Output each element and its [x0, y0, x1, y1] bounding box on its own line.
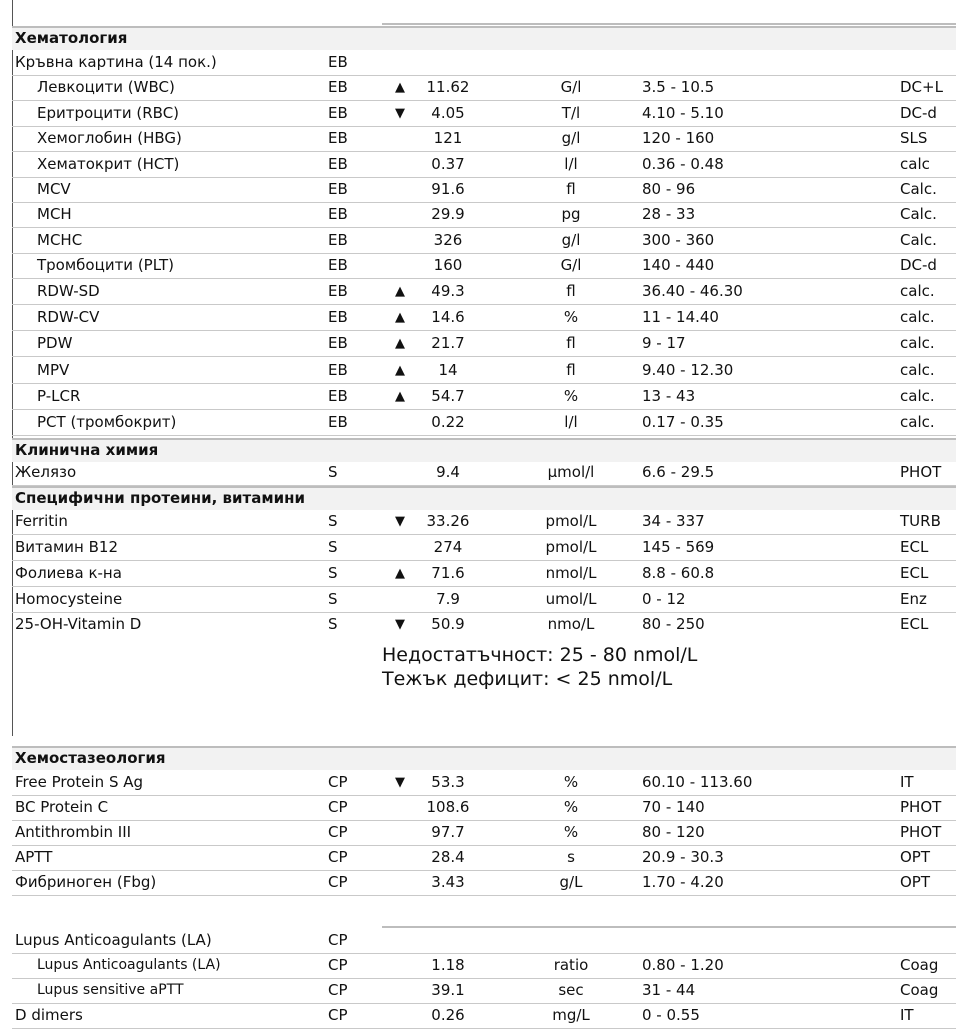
result-value: 0.37	[431, 155, 465, 173]
reference-range: 0 - 0.55	[642, 1006, 700, 1024]
reference-range: 3.5 - 10.5	[642, 78, 715, 96]
result-value: 29.9	[431, 205, 465, 223]
test-name: D dimers	[15, 1006, 83, 1024]
test-name: Antithrombin III	[15, 823, 132, 841]
test-method: calc.	[900, 387, 935, 405]
sample-material: CP	[328, 773, 348, 791]
reference-range: 13 - 43	[642, 387, 696, 405]
sample-material: EB	[328, 361, 348, 379]
test-method: PHOT	[900, 463, 942, 481]
result-value: 49.3	[431, 282, 465, 300]
result-row	[12, 953, 956, 979]
test-method: calc.	[900, 413, 935, 431]
result-unit: T/l	[561, 104, 581, 122]
result-unit: fl	[566, 334, 576, 352]
result-value: 9.4	[436, 463, 460, 481]
result-unit: G/l	[560, 256, 582, 274]
sample-material: EB	[328, 104, 348, 122]
result-row	[12, 202, 956, 228]
sample-material: EB	[328, 205, 348, 223]
result-value: 326	[433, 231, 463, 249]
test-method: calc.	[900, 308, 935, 326]
sample-material: EB	[328, 387, 348, 405]
result-unit: fl	[566, 180, 576, 198]
arrow-up-icon: ▲	[395, 284, 405, 299]
result-row	[12, 535, 956, 561]
reference-range: 0 - 12	[642, 590, 686, 608]
result-unit: pmol/L	[545, 538, 597, 556]
test-name: MPV	[37, 361, 70, 379]
result-unit: ratio	[553, 956, 589, 974]
section-header: Хемостазеология	[12, 746, 956, 770]
result-row	[12, 978, 956, 1004]
result-unit: g/l	[561, 129, 581, 147]
test-name: Еритроцити (RBC)	[37, 104, 180, 122]
result-row	[12, 795, 956, 821]
result-unit: g/L	[559, 873, 583, 891]
result-value: 91.6	[431, 180, 465, 198]
result-value: 108.6	[426, 798, 470, 816]
result-row	[12, 928, 956, 954]
test-method: ECL	[900, 538, 929, 556]
result-row	[12, 509, 956, 535]
sample-material: EB	[328, 129, 348, 147]
reference-range: 145 - 569	[642, 538, 715, 556]
test-method: calc.	[900, 334, 935, 352]
section-header: Специфични протеини, витамини	[12, 486, 956, 510]
reference-range: 300 - 360	[642, 231, 715, 249]
result-row	[12, 587, 956, 613]
test-name: Желязо	[15, 463, 77, 481]
test-method: Coag	[900, 956, 939, 974]
arrow-up-icon: ▲	[395, 336, 405, 351]
sample-material: S	[328, 463, 338, 481]
test-name: Ferritin	[15, 512, 68, 530]
top-divider	[382, 23, 956, 25]
test-method: ECL	[900, 615, 929, 633]
result-value: 4.05	[431, 104, 465, 122]
test-name: MCHC	[37, 231, 83, 249]
reference-range: 60.10 - 113.60	[642, 773, 753, 791]
test-method: DC-d	[900, 256, 937, 274]
test-method: DC-d	[900, 104, 937, 122]
reference-range: 0.80 - 1.20	[642, 956, 724, 974]
test-method: Enz	[900, 590, 927, 608]
test-name: BC Protein C	[15, 798, 109, 816]
test-name: Хематокрит (HCT)	[37, 155, 180, 173]
section-header: Хематология	[12, 26, 956, 50]
result-value: 14	[438, 361, 458, 379]
result-unit: sec	[558, 981, 584, 999]
test-name: Free Protein S Ag	[15, 773, 144, 791]
result-value: 160	[433, 256, 463, 274]
result-unit: fl	[566, 361, 576, 379]
reference-range: 36.40 - 46.30	[642, 282, 743, 300]
result-unit: l/l	[564, 413, 578, 431]
result-row	[12, 561, 956, 587]
result-row	[12, 50, 956, 76]
reference-range: 80 - 96	[642, 180, 696, 198]
reference-range: 1.70 - 4.20	[642, 873, 724, 891]
sample-material: EB	[328, 78, 348, 96]
test-name: MCV	[37, 180, 71, 198]
result-unit: nmol/L	[545, 564, 597, 582]
result-row	[12, 410, 956, 436]
result-unit: s	[567, 848, 575, 866]
result-row	[12, 177, 956, 203]
result-value: 121	[433, 129, 463, 147]
result-value: 0.22	[431, 413, 465, 431]
result-row	[12, 820, 956, 846]
reference-range: 34 - 337	[642, 512, 705, 530]
sample-material: CP	[328, 798, 348, 816]
result-value: 274	[433, 538, 463, 556]
arrow-down-icon: ▼	[395, 106, 405, 121]
test-method: Calc.	[900, 231, 937, 249]
result-row	[12, 845, 956, 871]
result-row	[12, 612, 956, 638]
test-name: Lupus Anticoagulants (LA)	[37, 957, 221, 973]
result-row	[12, 770, 956, 796]
sample-material: EB	[328, 155, 348, 173]
result-row	[12, 253, 956, 279]
arrow-up-icon: ▲	[395, 310, 405, 325]
test-method: calc.	[900, 282, 935, 300]
sample-material: EB	[328, 180, 348, 198]
result-value: 97.7	[431, 823, 465, 841]
reference-range: 70 - 140	[642, 798, 705, 816]
test-name: Фолиева к-на	[15, 564, 122, 582]
result-unit: g/l	[561, 231, 581, 249]
test-name: Тромбоцити (PLT)	[37, 256, 175, 274]
reference-range: 9.40 - 12.30	[642, 361, 734, 379]
arrow-up-icon: ▲	[395, 363, 405, 378]
reference-range: 6.6 - 29.5	[642, 463, 715, 481]
result-unit: %	[563, 823, 579, 841]
test-method: calc.	[900, 361, 935, 379]
result-value: 50.9	[431, 615, 465, 633]
result-row	[12, 152, 956, 178]
sample-material: EB	[328, 282, 348, 300]
result-row	[12, 384, 956, 410]
test-method: PHOT	[900, 798, 942, 816]
reference-range: 120 - 160	[642, 129, 715, 147]
result-unit: umol/L	[545, 590, 597, 608]
test-name: 25-OH-Vitamin D	[15, 615, 142, 633]
result-row	[12, 126, 956, 152]
sample-material: EB	[328, 308, 348, 326]
result-unit: nmo/L	[547, 615, 595, 633]
sample-material: CP	[328, 956, 348, 974]
result-unit: mg/L	[552, 1006, 590, 1024]
reference-range: 31 - 44	[642, 981, 696, 999]
test-name: Хемоглобин (HBG)	[37, 129, 182, 147]
test-method: OPT	[900, 873, 931, 891]
result-value: 54.7	[431, 387, 465, 405]
result-row	[12, 331, 956, 357]
result-row	[12, 75, 956, 101]
test-method: TURB	[900, 512, 941, 530]
sample-material: EB	[328, 256, 348, 274]
result-value: 28.4	[431, 848, 465, 866]
arrow-down-icon: ▼	[395, 514, 405, 529]
result-value: 71.6	[431, 564, 465, 582]
test-method: Calc.	[900, 205, 937, 223]
test-method: ECL	[900, 564, 929, 582]
test-name: RDW-SD	[37, 282, 100, 300]
arrow-down-icon: ▼	[395, 617, 405, 632]
arrow-up-icon: ▲	[395, 566, 405, 581]
result-row	[12, 279, 956, 305]
sample-material: EB	[328, 334, 348, 352]
result-value: 33.26	[426, 512, 470, 530]
test-name: Кръвна картина (14 пок.)	[15, 53, 217, 71]
test-name: Lupus Anticoagulants (LA)	[15, 931, 212, 949]
result-unit: fl	[566, 282, 576, 300]
result-value: 39.1	[431, 981, 465, 999]
reference-range: 0.17 - 0.35	[642, 413, 724, 431]
result-value: 3.43	[431, 873, 465, 891]
result-row	[12, 305, 956, 331]
result-unit: G/l	[560, 78, 582, 96]
test-method: Coag	[900, 981, 939, 999]
arrow-up-icon: ▲	[395, 389, 405, 404]
interpretation-note: Тежък дефицит: < 25 nmol/L	[382, 668, 673, 690]
sample-material: S	[328, 564, 338, 582]
test-method: IT	[900, 1006, 914, 1024]
sample-material: S	[328, 538, 338, 556]
arrow-down-icon: ▼	[395, 775, 405, 790]
reference-range: 11 - 14.40	[642, 308, 719, 326]
result-row	[12, 460, 956, 486]
result-unit: %	[563, 308, 579, 326]
test-name: Фибриноген (Fbg)	[15, 873, 157, 891]
sample-material: S	[328, 590, 338, 608]
test-name: Витамин B12	[15, 538, 118, 556]
reference-range: 4.10 - 5.10	[642, 104, 724, 122]
sample-material: CP	[328, 848, 348, 866]
test-method: PHOT	[900, 823, 942, 841]
test-name: Левкоцити (WBC)	[37, 78, 175, 96]
test-method: OPT	[900, 848, 931, 866]
test-name: MCH	[37, 205, 72, 223]
test-method: SLS	[900, 129, 928, 147]
result-row	[12, 1003, 956, 1029]
result-value: 11.62	[426, 78, 470, 96]
sample-material: S	[328, 512, 338, 530]
reference-range: 80 - 250	[642, 615, 705, 633]
test-name: RDW-CV	[37, 308, 100, 326]
test-method: IT	[900, 773, 914, 791]
result-row	[12, 101, 956, 127]
test-name: Lupus sensitive aPTT	[37, 982, 184, 998]
result-row	[12, 870, 956, 896]
test-method: Calc.	[900, 180, 937, 198]
result-value: 14.6	[431, 308, 465, 326]
arrow-up-icon: ▲	[395, 80, 405, 95]
sample-material: CP	[328, 873, 348, 891]
result-value: 53.3	[431, 773, 465, 791]
section-header: Клинична химия	[12, 438, 956, 462]
result-value: 1.18	[431, 956, 465, 974]
test-method: calc	[900, 155, 930, 173]
result-unit: %	[563, 387, 579, 405]
result-value: 21.7	[431, 334, 465, 352]
reference-range: 80 - 120	[642, 823, 705, 841]
reference-range: 28 - 33	[642, 205, 696, 223]
test-name: Homocysteine	[15, 590, 123, 608]
reference-range: 140 - 440	[642, 256, 715, 274]
sample-material: CP	[328, 981, 348, 999]
result-row	[12, 358, 956, 384]
sample-material: EB	[328, 53, 348, 71]
result-unit: pg	[561, 205, 581, 223]
result-unit: %	[563, 798, 579, 816]
test-name: PCT (тромбокрит)	[37, 413, 177, 431]
reference-range: 8.8 - 60.8	[642, 564, 715, 582]
reference-range: 0.36 - 0.48	[642, 155, 724, 173]
sample-material: S	[328, 615, 338, 633]
test-name: APTT	[15, 848, 53, 866]
result-unit: µmol/l	[547, 463, 595, 481]
interpretation-note: Недостатъчност: 25 - 80 nmol/L	[382, 644, 698, 666]
result-unit: %	[563, 773, 579, 791]
reference-range: 20.9 - 30.3	[642, 848, 724, 866]
test-name: P-LCR	[37, 387, 81, 405]
result-value: 7.9	[436, 590, 460, 608]
sample-material: EB	[328, 413, 348, 431]
sample-material: CP	[328, 1006, 348, 1024]
test-name: PDW	[37, 334, 73, 352]
test-method: DC+L	[900, 78, 943, 96]
sample-material: CP	[328, 823, 348, 841]
sample-material: CP	[328, 931, 348, 949]
sample-material: EB	[328, 231, 348, 249]
result-unit: pmol/L	[545, 512, 597, 530]
reference-range: 9 - 17	[642, 334, 686, 352]
result-value: 0.26	[431, 1006, 465, 1024]
result-unit: l/l	[564, 155, 578, 173]
result-row	[12, 228, 956, 254]
